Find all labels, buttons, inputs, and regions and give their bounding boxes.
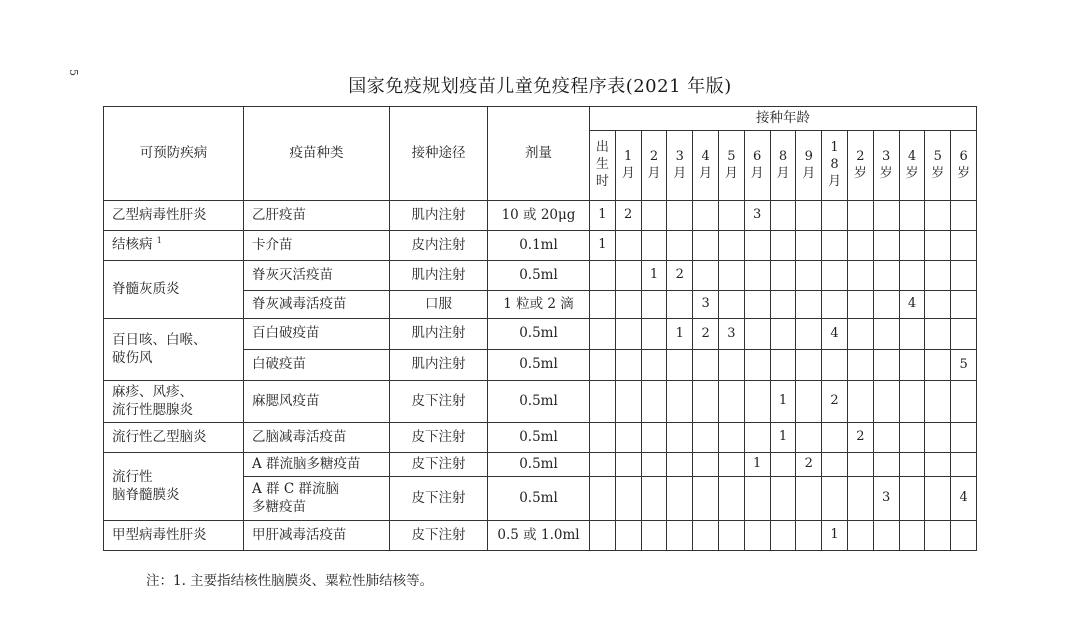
vaccine-name-line: A 群 C 群流脑: [252, 480, 339, 497]
dose-number-cell: [744, 381, 770, 423]
dose-number-cell: [951, 453, 977, 477]
dose-number-cell: [641, 423, 667, 453]
dose-number-cell: [693, 381, 719, 423]
dose-number-cell: [822, 453, 848, 477]
age-header-char: 岁: [853, 165, 867, 181]
dose-number-cell: [822, 201, 848, 231]
disease-cell: [104, 201, 244, 231]
dose-number-cell: [770, 261, 796, 291]
dose-number-cell: [899, 261, 925, 291]
dose-cell: 0.5ml: [488, 477, 590, 521]
dose-number-cell: [615, 521, 641, 551]
age-header-char: 月: [750, 165, 764, 181]
dose-cell: 0.5ml: [488, 319, 590, 350]
vaccine-cell: [244, 423, 390, 453]
dose-number-cell: [667, 201, 693, 231]
age-header-char: 月: [802, 165, 816, 181]
dose-number-cell: 2: [822, 381, 848, 423]
dose-number-cell: 2: [796, 453, 822, 477]
table-row: [104, 423, 977, 453]
route-cell: 皮下注射: [390, 423, 488, 453]
disease-name-line: 脊髓灰质炎: [112, 280, 180, 297]
dose-number-cell: [925, 381, 951, 423]
dose-number-cell: [899, 453, 925, 477]
dose-number-cell: [847, 231, 873, 261]
age-header-cell: [796, 131, 822, 201]
page-number: 5: [67, 69, 80, 76]
dose-number-cell: [925, 231, 951, 261]
age-header-cell: [770, 131, 796, 201]
table-row: [104, 319, 977, 350]
dose-number-cell: [796, 521, 822, 551]
disease-name-line: 流行性乙型脑炎: [112, 428, 207, 445]
dose-number-cell: [951, 201, 977, 231]
disease-name-line: 乙型病毒性肝炎: [112, 206, 207, 223]
dose-number-cell: 1: [770, 423, 796, 453]
dose-number-cell: [615, 350, 641, 381]
dose-number-cell: [641, 453, 667, 477]
age-header-char: 3: [882, 148, 891, 164]
route-cell: 皮下注射: [390, 381, 488, 423]
dose-number-cell: [847, 319, 873, 350]
page-title: 国家免疫规划疫苗儿童免疫程序表(2021 年版): [348, 76, 732, 97]
header-vaccine: 疫苗种类: [244, 107, 390, 201]
route-cell: 肌内注射: [390, 261, 488, 291]
dose-number-cell: [718, 261, 744, 291]
dose-number-cell: [925, 291, 951, 319]
dose-cell: 0.5ml: [488, 453, 590, 477]
vaccine-cell: [244, 453, 390, 477]
table-row: [104, 381, 977, 423]
dose-number-cell: [615, 319, 641, 350]
dose-number-cell: [925, 350, 951, 381]
dose-number-cell: [718, 350, 744, 381]
dose-number-cell: 4: [951, 477, 977, 521]
dose-number-cell: [822, 231, 848, 261]
dose-number-cell: [718, 477, 744, 521]
dose-number-cell: [770, 453, 796, 477]
vaccine-cell: [244, 521, 390, 551]
dose-number-cell: [590, 477, 616, 521]
dose-cell: 0.5ml: [488, 423, 590, 453]
disease-cell: [104, 231, 244, 261]
dose-number-cell: [925, 261, 951, 291]
dose-number-cell: [899, 423, 925, 453]
disease-cell: [104, 423, 244, 453]
dose-number-cell: 2: [667, 261, 693, 291]
dose-number-cell: [590, 381, 616, 423]
dose-number-cell: [770, 319, 796, 350]
dose-number-cell: [641, 291, 667, 319]
dose-number-cell: [925, 423, 951, 453]
dose-number-cell: [667, 453, 693, 477]
dose-number-cell: [899, 350, 925, 381]
dose-number-cell: 3: [873, 477, 899, 521]
dose-number-cell: 1: [590, 201, 616, 231]
age-header-char: 2: [856, 148, 865, 164]
dose-number-cell: [641, 350, 667, 381]
age-header-char: 1: [830, 140, 839, 156]
disease-name-line: 流行性: [112, 468, 153, 485]
dose-number-cell: [822, 350, 848, 381]
dose-number-cell: [693, 423, 719, 453]
dose-number-cell: [796, 261, 822, 291]
age-header-char: 月: [828, 173, 842, 189]
dose-number-cell: 1: [770, 381, 796, 423]
disease-name-line: 甲型病毒性肝炎: [112, 526, 207, 543]
age-header-cell: [951, 131, 977, 201]
dose-number-cell: [899, 319, 925, 350]
dose-number-cell: [847, 381, 873, 423]
dose-number-cell: [718, 291, 744, 319]
vaccine-name-line: 脊灰减毒活疫苗: [252, 295, 347, 312]
age-header-char: 月: [673, 165, 687, 181]
dose-number-cell: [667, 521, 693, 551]
vaccine-name-line: 百白破疫苗: [252, 325, 320, 342]
dose-number-cell: [615, 477, 641, 521]
dose-number-cell: [951, 423, 977, 453]
dose-number-cell: [770, 477, 796, 521]
table-row: [104, 201, 977, 231]
dose-number-cell: [693, 201, 719, 231]
dose-number-cell: [667, 477, 693, 521]
dose-number-cell: [873, 201, 899, 231]
dose-number-cell: [667, 381, 693, 423]
age-header-char: 月: [621, 165, 635, 181]
disease-cell: [104, 261, 244, 319]
dose-number-cell: [925, 201, 951, 231]
dose-number-cell: [873, 350, 899, 381]
dose-number-cell: [873, 521, 899, 551]
disease-name-line: 流行性腮腺炎: [112, 401, 193, 418]
dose-number-cell: [590, 291, 616, 319]
dose-number-cell: [744, 477, 770, 521]
table-row: [104, 521, 977, 551]
dose-number-cell: [847, 291, 873, 319]
age-header-char: 岁: [879, 165, 893, 181]
dose-number-cell: 2: [693, 319, 719, 350]
age-header-char: 4: [701, 148, 710, 164]
dose-number-cell: 1: [667, 319, 693, 350]
dose-number-cell: [615, 231, 641, 261]
dose-number-cell: [615, 261, 641, 291]
dose-number-cell: [693, 231, 719, 261]
dose-number-cell: [744, 291, 770, 319]
age-header-cell: [641, 131, 667, 201]
dose-number-cell: [718, 231, 744, 261]
dose-number-cell: [796, 423, 822, 453]
header-route: 接种途径: [390, 107, 488, 201]
age-header-char: 5: [727, 148, 736, 164]
dose-number-cell: [641, 521, 667, 551]
dose-number-cell: [796, 350, 822, 381]
age-header-char: 2: [649, 148, 659, 164]
table-row: [104, 231, 977, 261]
dose-number-cell: [847, 201, 873, 231]
dose-number-cell: [873, 291, 899, 319]
vaccine-name-line: 乙肝疫苗: [252, 206, 306, 223]
dose-cell: 10 或 20μg: [488, 201, 590, 231]
dose-number-cell: [615, 291, 641, 319]
age-header-char: 月: [699, 165, 713, 181]
dose-number-cell: [744, 423, 770, 453]
vaccine-name-line: 甲肝减毒活疫苗: [252, 526, 347, 543]
dose-number-cell: [822, 423, 848, 453]
dose-number-cell: [847, 453, 873, 477]
dose-number-cell: 1: [641, 261, 667, 291]
dose-number-cell: [667, 423, 693, 453]
dose-number-cell: [693, 477, 719, 521]
vaccine-cell: [244, 201, 390, 231]
age-header-char: 出: [595, 140, 609, 156]
dose-number-cell: [744, 350, 770, 381]
dose-number-cell: [615, 423, 641, 453]
age-header-char: 生: [595, 157, 609, 173]
header-row-top: [104, 107, 977, 131]
dose-number-cell: [951, 381, 977, 423]
dose-number-cell: [718, 423, 744, 453]
dose-number-cell: [899, 477, 925, 521]
dose-number-cell: [667, 291, 693, 319]
dose-number-cell: [770, 521, 796, 551]
dose-number-cell: [744, 261, 770, 291]
route-cell: 皮下注射: [390, 477, 488, 521]
dose-number-cell: [796, 381, 822, 423]
vaccine-name-line: 多糖疫苗: [252, 498, 306, 515]
dose-number-cell: 4: [899, 291, 925, 319]
age-header-char: 月: [647, 165, 661, 181]
dose-number-cell: 5: [951, 350, 977, 381]
dose-number-cell: [590, 423, 616, 453]
dose-number-cell: [925, 453, 951, 477]
dose-number-cell: [899, 201, 925, 231]
vaccine-name-line: 卡介苗: [252, 236, 293, 253]
dose-number-cell: [951, 319, 977, 350]
dose-number-cell: [873, 261, 899, 291]
dose-number-cell: [951, 231, 977, 261]
age-header-cell: [667, 131, 693, 201]
age-header-char: 8: [830, 157, 839, 173]
dose-number-cell: [873, 423, 899, 453]
disease-name-line: 麻疹、风疹、: [112, 383, 193, 400]
age-header-char: 岁: [905, 165, 919, 181]
dose-cell: 0.5ml: [488, 261, 590, 291]
dose-number-cell: [641, 477, 667, 521]
route-cell: 皮内注射: [390, 231, 488, 261]
disease-name-line: 百日咳、白喉、: [112, 331, 207, 348]
immunization-schedule-table: [103, 106, 977, 551]
vaccine-name-line: A 群流脑多糖疫苗: [252, 455, 361, 472]
disease-name-line: 脑脊髓膜炎: [112, 486, 180, 503]
dose-number-cell: 3: [718, 319, 744, 350]
dose-number-cell: [718, 521, 744, 551]
dose-number-cell: [873, 381, 899, 423]
dose-number-cell: [718, 381, 744, 423]
dose-number-cell: [796, 319, 822, 350]
dose-number-cell: [718, 201, 744, 231]
dose-number-cell: [770, 231, 796, 261]
route-cell: 肌内注射: [390, 319, 488, 350]
age-header-cell: [693, 131, 719, 201]
dose-number-cell: [590, 453, 616, 477]
dose-number-cell: [615, 381, 641, 423]
dose-number-cell: [822, 291, 848, 319]
dose-number-cell: [590, 350, 616, 381]
dose-number-cell: [873, 453, 899, 477]
dose-number-cell: [770, 291, 796, 319]
dose-number-cell: 2: [615, 201, 641, 231]
dose-number-cell: [744, 521, 770, 551]
dose-number-cell: [847, 521, 873, 551]
dose-number-cell: [899, 521, 925, 551]
dose-number-cell: [641, 201, 667, 231]
dose-number-cell: [590, 319, 616, 350]
dose-number-cell: 1: [590, 231, 616, 261]
header-age-group: 接种年龄: [590, 107, 977, 131]
age-header-char: 月: [724, 165, 738, 181]
disease-cell: [104, 521, 244, 551]
dose-number-cell: [822, 477, 848, 521]
age-header-char: 4: [907, 148, 917, 164]
vaccine-cell: [244, 350, 390, 381]
route-cell: 肌内注射: [390, 350, 488, 381]
dose-number-cell: [693, 350, 719, 381]
age-header-char: 1: [624, 148, 633, 164]
dose-number-cell: [693, 261, 719, 291]
age-header-char: 月: [776, 165, 790, 181]
age-header-char: 5: [933, 148, 942, 164]
dose-number-cell: [641, 381, 667, 423]
dose-number-cell: [951, 261, 977, 291]
dose-cell: 0.1ml: [488, 231, 590, 261]
dose-number-cell: 4: [822, 319, 848, 350]
age-header-cell: [615, 131, 641, 201]
age-header-cell: [847, 131, 873, 201]
vaccine-cell: [244, 261, 390, 291]
dose-number-cell: [693, 453, 719, 477]
dose-number-cell: [667, 231, 693, 261]
vaccine-name-line: 白破疫苗: [252, 356, 306, 373]
dose-number-cell: [641, 231, 667, 261]
age-header-cell: [899, 131, 925, 201]
dose-number-cell: [615, 453, 641, 477]
header-disease: 可预防疾病: [104, 107, 244, 201]
age-header-char: 3: [675, 148, 684, 164]
dose-number-cell: 2: [847, 423, 873, 453]
disease-name-wrap: [112, 236, 243, 254]
dose-number-cell: 3: [744, 201, 770, 231]
age-header-char: 6: [959, 148, 968, 164]
dose-number-cell: [925, 477, 951, 521]
dose-number-cell: [873, 319, 899, 350]
dose-number-cell: [641, 319, 667, 350]
dose-number-cell: [770, 201, 796, 231]
disease-cell: [104, 453, 244, 521]
dose-number-cell: [873, 231, 899, 261]
dose-number-cell: [899, 381, 925, 423]
dose-number-cell: [951, 521, 977, 551]
disease-cell: [104, 319, 244, 381]
dose-cell: 0.5ml: [488, 381, 590, 423]
age-header-cell: [822, 131, 848, 201]
dose-number-cell: [796, 201, 822, 231]
age-header-char: 岁: [957, 165, 971, 181]
age-header-cell: [590, 131, 616, 201]
route-cell: 口服: [390, 291, 488, 319]
dose-number-cell: [925, 521, 951, 551]
dose-number-cell: [718, 453, 744, 477]
dose-number-cell: 1: [822, 521, 848, 551]
dose-number-cell: [744, 231, 770, 261]
dose-number-cell: [847, 477, 873, 521]
dose-number-cell: [796, 291, 822, 319]
dose-number-cell: [925, 319, 951, 350]
age-header-char: 6: [753, 148, 762, 164]
dose-number-cell: [951, 291, 977, 319]
age-header-cell: [744, 131, 770, 201]
footnote-marker: 1: [156, 236, 162, 246]
dose-number-cell: [847, 261, 873, 291]
table-row: [104, 261, 977, 291]
age-header-cell: [873, 131, 899, 201]
dose-number-cell: 3: [693, 291, 719, 319]
age-header-cell: [925, 131, 951, 201]
dose-number-cell: [770, 350, 796, 381]
dose-cell: 0.5ml: [488, 350, 590, 381]
vaccine-cell: [244, 231, 390, 261]
dose-number-cell: [899, 231, 925, 261]
dose-cell: 0.5 或 1.0ml: [488, 521, 590, 551]
vaccine-name-line: 麻腮风疫苗: [252, 392, 320, 409]
dose-number-cell: [796, 477, 822, 521]
age-header-char: 8: [778, 148, 788, 164]
dose-number-cell: [847, 350, 873, 381]
dose-cell: 1 粒或 2 滴: [488, 291, 590, 319]
footnote: 注：1. 主要指结核性脑膜炎、粟粒性肺结核等。: [146, 573, 434, 589]
age-header-char: 时: [595, 173, 609, 189]
dose-number-cell: [744, 319, 770, 350]
vaccine-cell: [244, 291, 390, 319]
dose-number-cell: 1: [744, 453, 770, 477]
vaccine-cell: [244, 381, 390, 423]
header-dose: 剂量: [488, 107, 590, 201]
disease-name-text: 结核病: [112, 236, 153, 253]
route-cell: 皮下注射: [390, 453, 488, 477]
dose-number-cell: [796, 231, 822, 261]
disease-name-line: 破伤风: [112, 349, 153, 366]
dose-number-cell: [590, 521, 616, 551]
age-header-char: 9: [804, 148, 813, 164]
route-cell: 皮下注射: [390, 521, 488, 551]
route-cell: 肌内注射: [390, 201, 488, 231]
vaccine-cell: [244, 319, 390, 350]
table-row: [104, 453, 977, 477]
vaccine-name-line: 乙脑减毒活疫苗: [252, 428, 347, 445]
vaccine-cell: [244, 477, 390, 521]
age-header-cell: [718, 131, 744, 201]
vaccine-name-line: 脊灰灭活疫苗: [252, 266, 333, 283]
dose-number-cell: [693, 521, 719, 551]
dose-number-cell: [822, 261, 848, 291]
dose-number-cell: [667, 350, 693, 381]
age-header-char: 岁: [931, 165, 945, 181]
disease-cell: [104, 381, 244, 423]
dose-number-cell: [590, 261, 616, 291]
